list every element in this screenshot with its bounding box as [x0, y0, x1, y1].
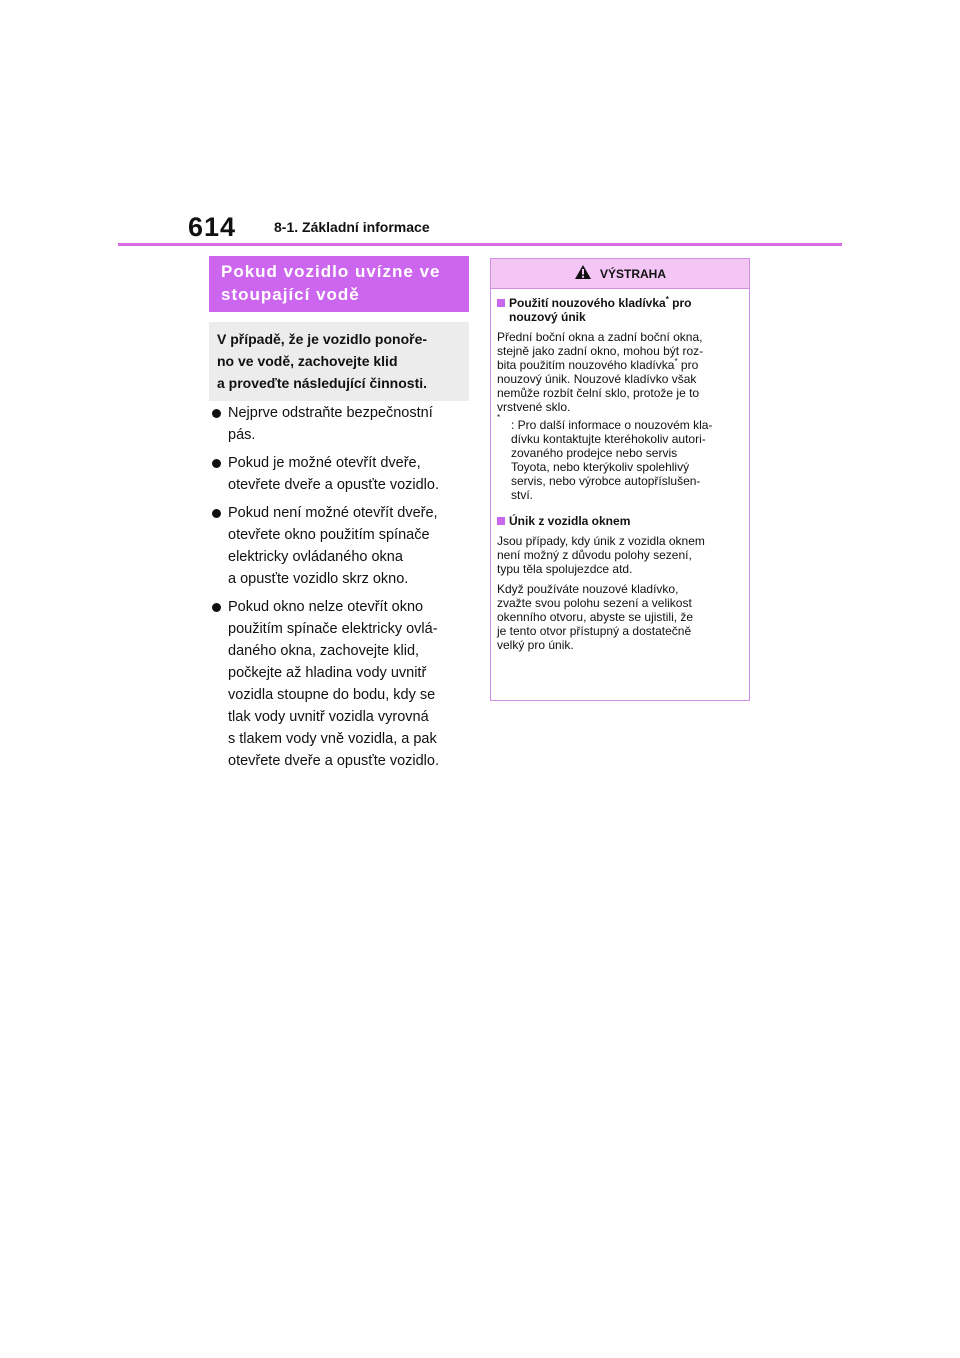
- footnote-line: Toyota, nebo kterýkoliv spolehlivý: [511, 460, 690, 474]
- intro-line: no ve vodě, zachovejte klid: [217, 353, 398, 369]
- footnote-line: ství.: [511, 488, 534, 502]
- subheading-text: nouzový únik: [509, 310, 586, 324]
- paragraph-line: pro: [677, 358, 699, 372]
- subheading-text: Použití nouzového kladívka: [509, 296, 666, 310]
- footnote-line: dívku kontaktujte kteréhokoliv autori-: [511, 432, 706, 446]
- paragraph-line: okenního otvoru, abyste se ujistili, že: [497, 610, 694, 624]
- bullet-line: tlak vody uvnitř vozidla vyrovná: [228, 709, 429, 725]
- bullet-line: Pokud není možné otevřít dveře,: [228, 505, 438, 521]
- topic-title-box: [209, 256, 469, 312]
- bullet-icon: [212, 603, 221, 612]
- asterisk-mark: *: [665, 295, 669, 304]
- bullet-line: Pokud je možné otevřít dveře,: [228, 455, 421, 471]
- bullet-line: Pokud okno nelze otevřít okno: [228, 599, 424, 615]
- paragraph-line: Když používáte nouzové kladívko,: [497, 582, 679, 596]
- section-label: 8-1. Základní informace: [274, 219, 430, 235]
- page-number: 614: [188, 212, 237, 242]
- bullet-line: elektricky ovládaného okna: [228, 549, 403, 565]
- warning-title: VÝSTRAHA: [599, 266, 666, 281]
- paragraph-line: nemůže rozbít čelní sklo, protože je to: [497, 386, 700, 400]
- bullet-line: použitím spínače elektricky ovlá-: [228, 621, 438, 637]
- bullet-line: otevřete dveře a opusťte vozidlo.: [228, 753, 439, 769]
- bullet-line: s tlakem vody vně vozidla, a pak: [228, 731, 437, 747]
- list-item: [212, 452, 474, 496]
- warning-box: [490, 258, 750, 701]
- warning-paragraph: [497, 534, 743, 576]
- warning-subheading: [497, 296, 743, 324]
- bullet-icon: [212, 459, 221, 468]
- bullet-line: pás.: [228, 427, 256, 443]
- square-bullet-icon: [497, 517, 505, 525]
- intro-line: V případě, že je vozidlo ponoře-: [217, 331, 428, 347]
- paragraph-line: nouzový únik. Nouzové kladívko však: [497, 372, 697, 386]
- bullet-line: počkejte až hladina vody uvnitř: [228, 665, 427, 681]
- paragraph-line: zvažte svou polohu sezení a velikost: [497, 596, 692, 610]
- instruction-list: [212, 402, 474, 778]
- paragraph-line: není možný z důvodu polohy sezení,: [497, 548, 692, 562]
- subheading-text: Únik z vozidla oknem: [509, 514, 631, 528]
- bullet-line: Nejprve odstraňte bezpečnostní: [228, 405, 433, 421]
- footnote-line: : Pro další informace o nouzovém kla-: [511, 418, 713, 432]
- paragraph-line: Jsou případy, kdy únik z vozidla oknem: [497, 534, 705, 548]
- intro-line: a proveďte následující činnosti.: [217, 375, 428, 391]
- bullet-icon: [212, 409, 221, 418]
- warning-paragraph: [497, 582, 743, 652]
- warning-content: [491, 289, 749, 652]
- asterisk-mark: *: [674, 357, 678, 366]
- topic-title-line: Pokud vozidlo uvízne ve: [221, 262, 441, 281]
- warning-header: [491, 259, 749, 289]
- bullet-line: otevřete okno použitím spínače: [228, 527, 430, 543]
- footnote: * : Pro další informace o nouzovém kla- dívku kontaktujte kteréhokoliv autori- zovaného prodejce nebo servis Toyota, nebo kterýkoliv spolehlivý servis, nebo výrobce autopříslušen- ství.: [497, 418, 743, 502]
- footnote-line: servis, nebo výrobce autopříslušen-: [511, 474, 701, 488]
- warning-paragraph: [497, 330, 743, 414]
- header-rule: [118, 243, 842, 246]
- subheading-text: pro: [668, 296, 692, 310]
- paragraph-line: je tento otvor přístupný a dostatečně: [497, 624, 692, 638]
- bullet-line: a opusťte vozidlo skrz okno.: [228, 571, 409, 587]
- paragraph-line: Přední boční okna a zadní boční okna,: [497, 330, 703, 344]
- paragraph-line: velký pro únik.: [497, 638, 574, 652]
- intro-box: [209, 322, 469, 401]
- paragraph-line: bita použitím nouzového kladívka: [497, 358, 675, 372]
- list-item: [212, 402, 474, 446]
- list-item: [212, 502, 474, 590]
- list-item: [212, 596, 474, 772]
- warning-triangle-icon: [574, 264, 592, 283]
- topic-title-line: stoupající vodě: [221, 285, 360, 304]
- bullet-line: vozidla stoupne do bodu, kdy se: [228, 687, 436, 703]
- paragraph-line: vrstvené sklo.: [497, 400, 571, 414]
- square-bullet-icon: [497, 299, 505, 307]
- footnote-line: zovaného prodejce nebo servis: [511, 446, 678, 460]
- warning-subheading: [497, 514, 743, 528]
- paragraph-line: stejně jako zadní okno, mohou být roz-: [497, 344, 704, 358]
- bullet-icon: [212, 509, 221, 518]
- bullet-line: daného okna, zachovejte klid,: [228, 643, 420, 659]
- bullet-line: otevřete dveře a opusťte vozidlo.: [228, 477, 439, 493]
- paragraph-line: typu těla spolujezdce atd.: [497, 562, 633, 576]
